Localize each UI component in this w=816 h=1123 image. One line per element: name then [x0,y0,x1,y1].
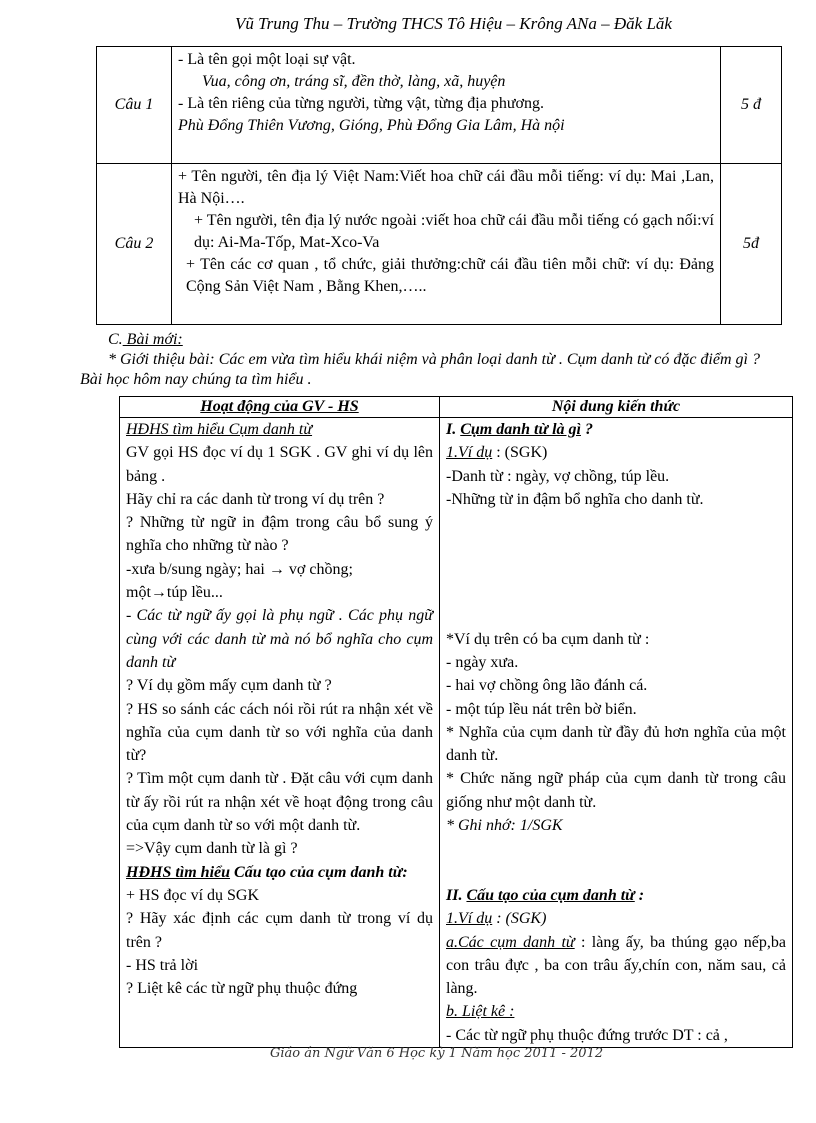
content-text: -Danh từ : ngày, vợ chồng, túp lều. [446,467,670,485]
activity-text: GV gọi HS đọc ví dụ 1 SGK . GV ghi ví dụ lên bảng . [126,444,433,485]
lesson-table [119,396,793,1048]
content-cell [440,418,793,1048]
answer-line: - Là tên gọi một loại sự vật. [178,51,356,68]
activity-title: HĐHS tìm hiểu Cấu tạo của cụm danh từ: [126,863,408,881]
activity-text: - Các từ ngữ ấy gọi là phụ ngữ . Các phụ ngữ cùng với các danh từ mà nó bổ nghĩa cho cụm danh từ [126,607,433,671]
activity-text: - HS trả lời [126,956,199,974]
activities-cell [120,418,440,1048]
content-heading: I. Cụm danh từ là gì ? [446,421,593,438]
page-header: Vũ Trung Thu – Trường THCS Tô Hiệu – Krông ANa – Đăk Lăk [235,14,672,33]
content-text: 1.Ví dụ : (SGK) [446,910,547,928]
answer-content [172,164,721,325]
activity-text: ? Hãy xác định các cụm danh từ trong ví dụ trên ? [126,910,433,951]
score: 5 đ [721,47,782,164]
header-content: Nội dung kiến thức [440,397,793,418]
section-c-intro: * Giới thiệu bài: Các em vừa tìm hiểu khái niệm và phân loại danh từ . Cụm danh từ có đặc điểm gì ? Bài học hôm nay chúng ta tìm hiểu . [80,351,760,388]
content-text: * Nghĩa của cụm danh từ đầy đủ hơn nghĩa của một danh từ. [446,723,786,765]
content-text: * Ghi nhớ: 1/SGK [446,817,563,835]
activity-title: HĐHS tìm hiểu Cụm danh từ [126,421,313,438]
content-text: - một túp lều nát trên bờ biển. [446,700,637,718]
arrow-icon: → [268,560,285,578]
content-text: b. Liệt kê : [446,1003,515,1021]
score: 5đ [721,164,782,325]
arrow-icon: → [150,584,167,602]
content-text: - Các từ ngữ phụ thuộc đứng trước DT : cả , [446,1026,728,1044]
question-label: Câu 1 [97,47,172,164]
section-c-heading [108,330,183,350]
content-text: - ngày xưa. [446,653,519,671]
lesson-row [120,418,793,1048]
content-text: * Chức năng ngữ pháp của cụm danh từ trong câu giống như một danh từ. [446,770,786,811]
answer-row [97,164,782,325]
answer-row [97,47,782,164]
activity-text: + HS đọc ví dụ SGK [126,886,260,904]
activity-text: =>Vậy cụm danh từ là gì ? [126,840,298,858]
header-activities: Hoạt động của GV - HS [120,397,440,418]
content-text: *Ví dụ trên có ba cụm danh từ : [446,630,650,648]
activity-text: ? Tìm một cụm danh từ . Đặt câu với cụm danh từ ấy rồi rút ra nhận xét về hoạt động trong câu của cụm danh từ so với một danh từ. [126,770,433,835]
content-heading: II. Cấu tạo của cụm danh từ : [446,886,645,904]
section-c-prefix: C. [108,331,123,348]
content-text: - hai vợ chồng ông lão đánh cá. [446,677,648,695]
activity-text: Hãy chỉ ra các danh từ trong ví dụ trên ? [126,490,385,508]
activity-text: ? HS so sánh các cách nói rồi rút ra nhận xét về nghĩa của cụm danh từ so với nghĩa của danh từ? [126,700,433,765]
question-label: Câu 2 [97,164,172,325]
activity-text: ? Những từ ngữ in đậm trong câu bổ sung ý nghĩa cho những từ nào ? [126,514,433,555]
lesson-header-row [120,397,793,418]
answer-table [96,46,782,325]
activity-text: ? Ví dụ gồm mấy cụm danh từ ? [126,677,332,695]
content-text: a.Các cụm danh từ : làng ấy, ba thúng gạo nếp,ba con trâu đực , ba con trâu ấy,chín con, năm sau, cả làng. [446,933,787,998]
content-text: 1.Ví dụ : (SGK) [446,444,548,462]
answer-line: + Tên các cơ quan , tổ chức, giải thưởng:chữ cái đầu tiên mỗi chữ: ví dụ: Đảng Cộng Sản Việt Nam , Bằng Khen,….. [186,256,714,295]
activity-text: ? Liệt kê các từ ngữ phụ thuộc đứng [126,980,358,998]
activity-text: -xưa b/sung ngày; hai → vợ chồng; một→túp lều... [126,560,353,602]
answer-line: Phù Đổng Thiên Vương, Gióng, Phù Đổng Gia Lâm, Hà nội [178,117,565,134]
answer-line: + Tên người, tên địa lý nước ngoài :viết hoa chữ cái đầu mỗi tiếng có gạch nối:ví dụ: Ai-Ma-Tốp, Mat-Xco-Va [194,212,714,251]
answer-line: - Là tên riêng của từng người, từng vật, từng địa phương. [178,95,544,112]
answer-line: Vua, công ơn, tráng sĩ, đền thờ, làng, xã, huyện [202,73,506,90]
answer-line: + Tên người, tên địa lý Việt Nam:Viết hoa chữ cái đầu mỗi tiếng: ví dụ: Mai ,Lan, Hà Nội…. [178,168,714,207]
content-text: -Những từ in đậm bổ nghĩa cho danh từ. [446,490,704,508]
answer-content [172,47,721,164]
page-footer: Giáo án Ngữ Văn 6 Học kỳ 1 Năm học 2011 - 2012 [270,1046,604,1061]
section-c-title: Bài mới: [122,331,183,348]
